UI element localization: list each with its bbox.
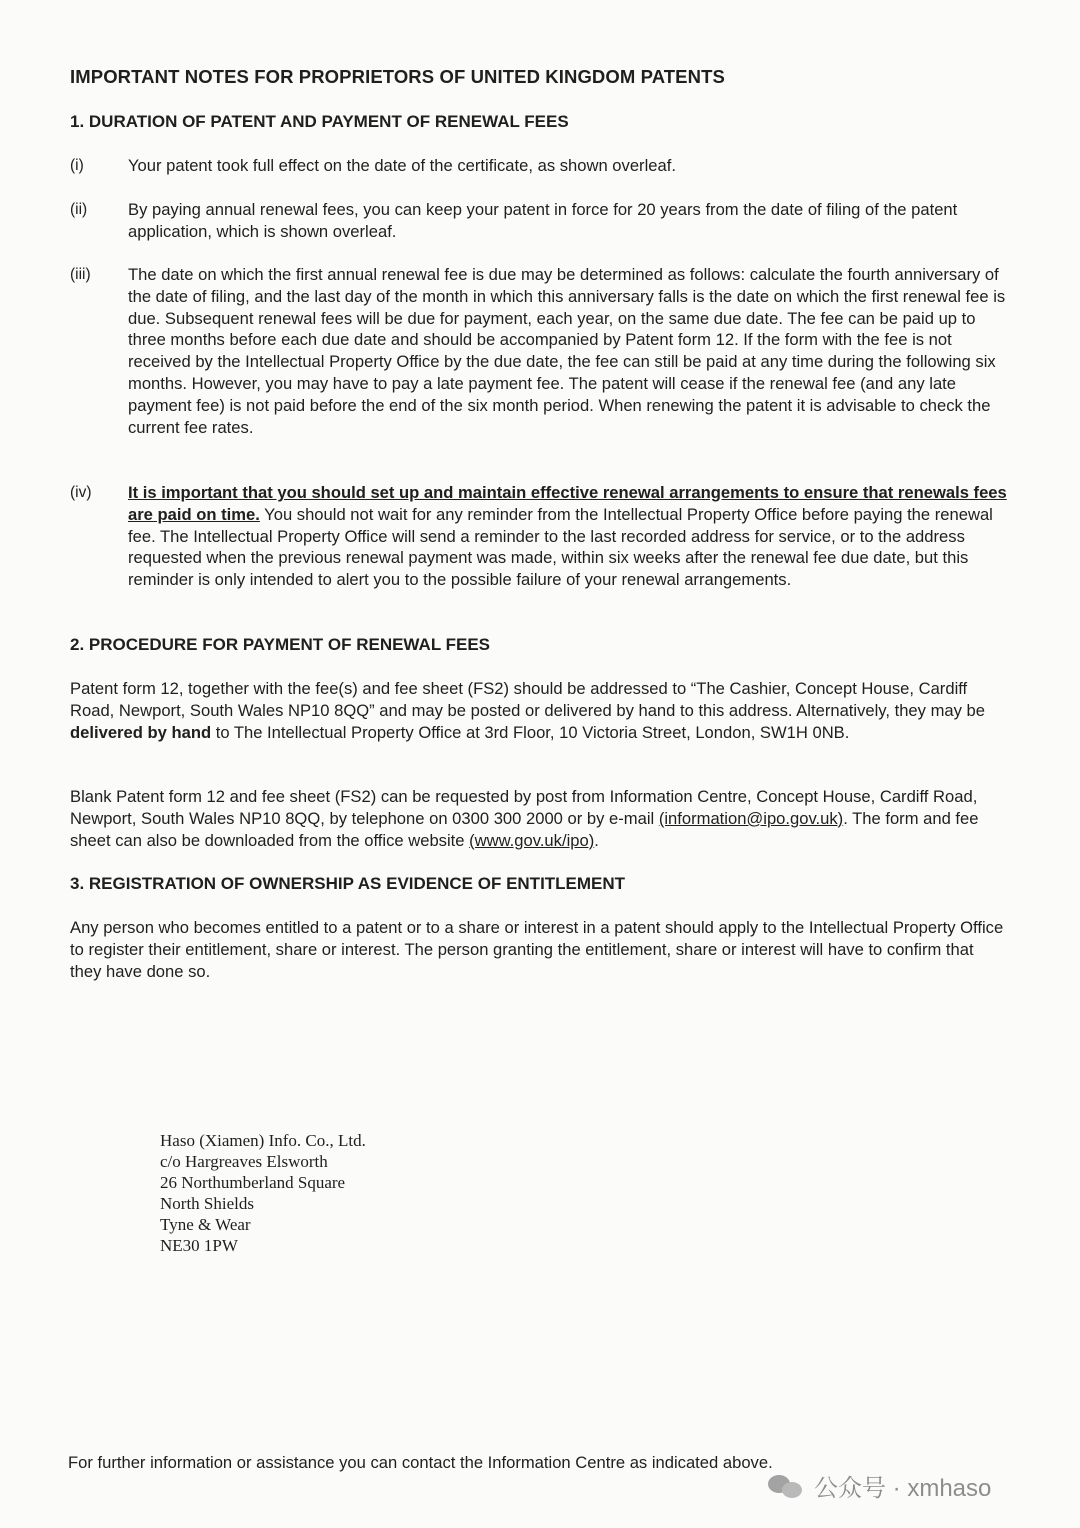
- page-title: IMPORTANT NOTES FOR PROPRIETORS OF UNITED KINGDOM PATENTS: [70, 66, 725, 87]
- item-text: The date on which the first annual renewal fee is due may be determined as follows: calculate the fourth anniversary of the date of filing, and the last day of the month in which this anniversary falls is the date on which the first renewal fee is due. Subsequent renewal fees will be due for payment, each year, on the same due date. The fee can be paid up to three months before each due date and should be accompanied by Patent form 12. If the form with the fee is not received by the Intellectual Property Office by the due date, the fee can still be paid at any time during the following six months. However, you may have to pay a late payment fee. The patent will cease if the renewal fee (and any late payment fee) is not paid before the end of the six month period. When renewing the patent it is advisable to check the current fee rates.: [128, 265, 1006, 437]
- section-1-heading: 1. DURATION OF PATENT AND PAYMENT OF RENEWAL FEES: [70, 112, 569, 131]
- mailing-address: [160, 1130, 366, 1256]
- section-2-paragraph-1: [70, 678, 1005, 743]
- email-link[interactable]: (information@ipo.gov.uk): [658, 808, 844, 828]
- section-2-paragraph-2: [70, 786, 1005, 851]
- item-text: By paying annual renewal fees, you can keep your patent in force for 20 years from the date of filing of the patent application, which is shown overleaf.: [128, 200, 958, 241]
- address-line: Tyne & Wear: [160, 1215, 251, 1234]
- address-line: c/o Hargreaves Elsworth: [160, 1152, 328, 1171]
- section-2-heading: 2. PROCEDURE FOR PAYMENT OF RENEWAL FEES: [70, 635, 491, 654]
- item-text: Your patent took full effect on the date of the certificate, as shown overleaf.: [128, 156, 676, 175]
- footer-note: For further information or assistance you can contact the Information Centre as indicated above.: [68, 1453, 773, 1472]
- watermark: [766, 1468, 991, 1503]
- address-line: North Shields: [160, 1194, 254, 1213]
- address-line: 26 Northumberland Square: [160, 1173, 346, 1192]
- important-emphasis: It is important that you should set up and maintain effective renewal arrangements to ensure that renewals fees are paid on time.: [128, 483, 1007, 524]
- text-run: to The Intellectual Property Office at 3rd Floor, 10 Victoria Street, London, SW1H 0NB.: [211, 722, 850, 742]
- text-run: .: [594, 830, 599, 850]
- website-link[interactable]: (www.gov.uk/ipo): [469, 830, 595, 850]
- item-number: (iii): [70, 266, 91, 283]
- text-run: Blank Patent form 12 and fee sheet (FS2) can be requested by post from Information Centre, Concept House, Cardiff Road, Newport, South Wales NP10 8QQ, by telephone on 0300 300 2000 or by e-mail: [70, 787, 978, 828]
- address-line: Haso (Xiamen) Info. Co., Ltd.: [160, 1131, 366, 1150]
- item-number: (ii): [70, 201, 88, 218]
- wechat-icon: [766, 1471, 806, 1501]
- text-run: . The form and fee sheet can also be downloaded from the office website: [70, 808, 979, 850]
- text-run: Patent form 12, together with the fee(s) and fee sheet (FS2) should be addressed to “The Cashier, Concept House, Cardiff Road, Newport, South Wales NP10 8QQ” and may be posted or delivered by hand to this address. Alternatively, they may be: [70, 679, 985, 720]
- address-line: NE30 1PW: [160, 1236, 238, 1255]
- bold-text: delivered by hand: [70, 722, 212, 742]
- section-3-heading: 3. REGISTRATION OF OWNERSHIP AS EVIDENCE OF ENTITLEMENT: [70, 874, 626, 893]
- item-text: [128, 482, 1008, 591]
- item-number: (i): [70, 157, 84, 174]
- watermark-text: 公众号 · xmhaso: [814, 1475, 992, 1502]
- section-3-paragraph: Any person who becomes entitled to a patent or to a share or interest in a patent should apply to the Intellectual Property Office to register their entitlement, share or interest. The person granting the entitlement, share or interest will have to confirm that they have done so.: [70, 918, 1004, 981]
- item-number: (iv): [70, 484, 92, 501]
- item-text-rest: You should not wait for any reminder from the Intellectual Property Office before paying the renewal fee. The Intellectual Property Office will send a reminder to the last recorded address for service, or to the address requested when the previous renewal payment was made, within six weeks after the renewal fee due date, but this reminder is only intended to alert you to the possible failure of your renewal arrangements.: [128, 504, 993, 590]
